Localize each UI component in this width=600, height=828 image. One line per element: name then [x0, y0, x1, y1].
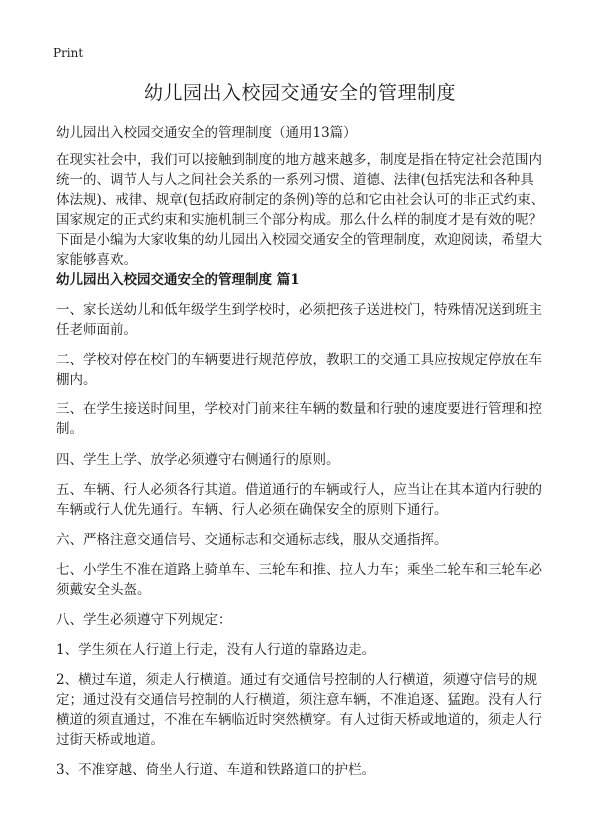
paragraph-10: 2、横过车道，须走人行横道。通过有交通信号控制的人行横道，须遵守信号的规定；通过没有交通信号控制的人行横道，须注意车辆，不准追逐、猛跑。没有人行横道的须直通过，不准在车辆临近时突然横穿。有人过街天桥或地道的，须走人行过街天桥或地道。: [56, 672, 542, 748]
page-title: 幼儿园出入校园交通安全的管理制度: [143, 82, 456, 104]
paragraph-4: 四、学生上学、放学必须遵守右侧通行的原则。: [56, 452, 340, 468]
paragraph-2: 二、学校对停在校门的车辆要进行规范停放，教职工的交通工具应按规定停放在车棚内。: [56, 352, 542, 388]
subtitle: 幼儿园出入校园交通安全的管理制度（通用13篇）: [56, 125, 357, 141]
section-heading: 幼儿园出入校园交通安全的管理制度 篇1: [56, 272, 300, 288]
paragraph-3: 三、在学生接送时间里，学校对门前来往车辆的数量和行驶的速度要进行管理和控制。: [56, 401, 542, 437]
print-link[interactable]: Print: [53, 46, 84, 60]
paragraph-11: 3、不准穿越、倚坐人行道、车道和铁路道口的护栏。: [56, 762, 376, 778]
intro-paragraph: 在现实社会中，我们可以接触到制度的地方越来越多，制度是指在特定社会范围内统一的、调节人与人之间社会关系的一系列习惯、道德、法律(包括宪法和各种具体法规)、戒律、规章(包括政府制定的条例)等的总和它由社会认可的非正式约束、国家规定的正式约束和实施机制三个部分构成。那么什么样的制度才是有效的呢？下面是小编为大家收集的幼儿园出入校园交通安全的管理制度，欢迎阅读，希望大家能够喜欢。: [56, 152, 545, 268]
paragraph-5: 五、车辆、行人必须各行其道。借道通行的车辆或行人，应当让在其本道内行驶的车辆或行人优先通行。车辆、行人必须在确保安全的原则下通行。: [56, 482, 542, 518]
paragraph-9: 1、学生须在人行道上行走，没有人行道的靠路边走。: [56, 642, 376, 658]
paragraph-8: 八、学生必须遵守下列规定：: [56, 612, 232, 628]
paragraph-7: 七、小学生不准在道路上骑单车、三轮车和推、拉人力车；乘坐二轮车和三轮车必须戴安全头盔。: [56, 562, 542, 598]
paragraph-1: 一、家长送幼儿和低年级学生到学校时，必须把孩子送进校门，特殊情况送到班主任老师面前。: [56, 302, 542, 338]
paragraph-6: 六、严格注意交通信号、交通标志和交通标志线，服从交通指挥。: [56, 532, 448, 548]
